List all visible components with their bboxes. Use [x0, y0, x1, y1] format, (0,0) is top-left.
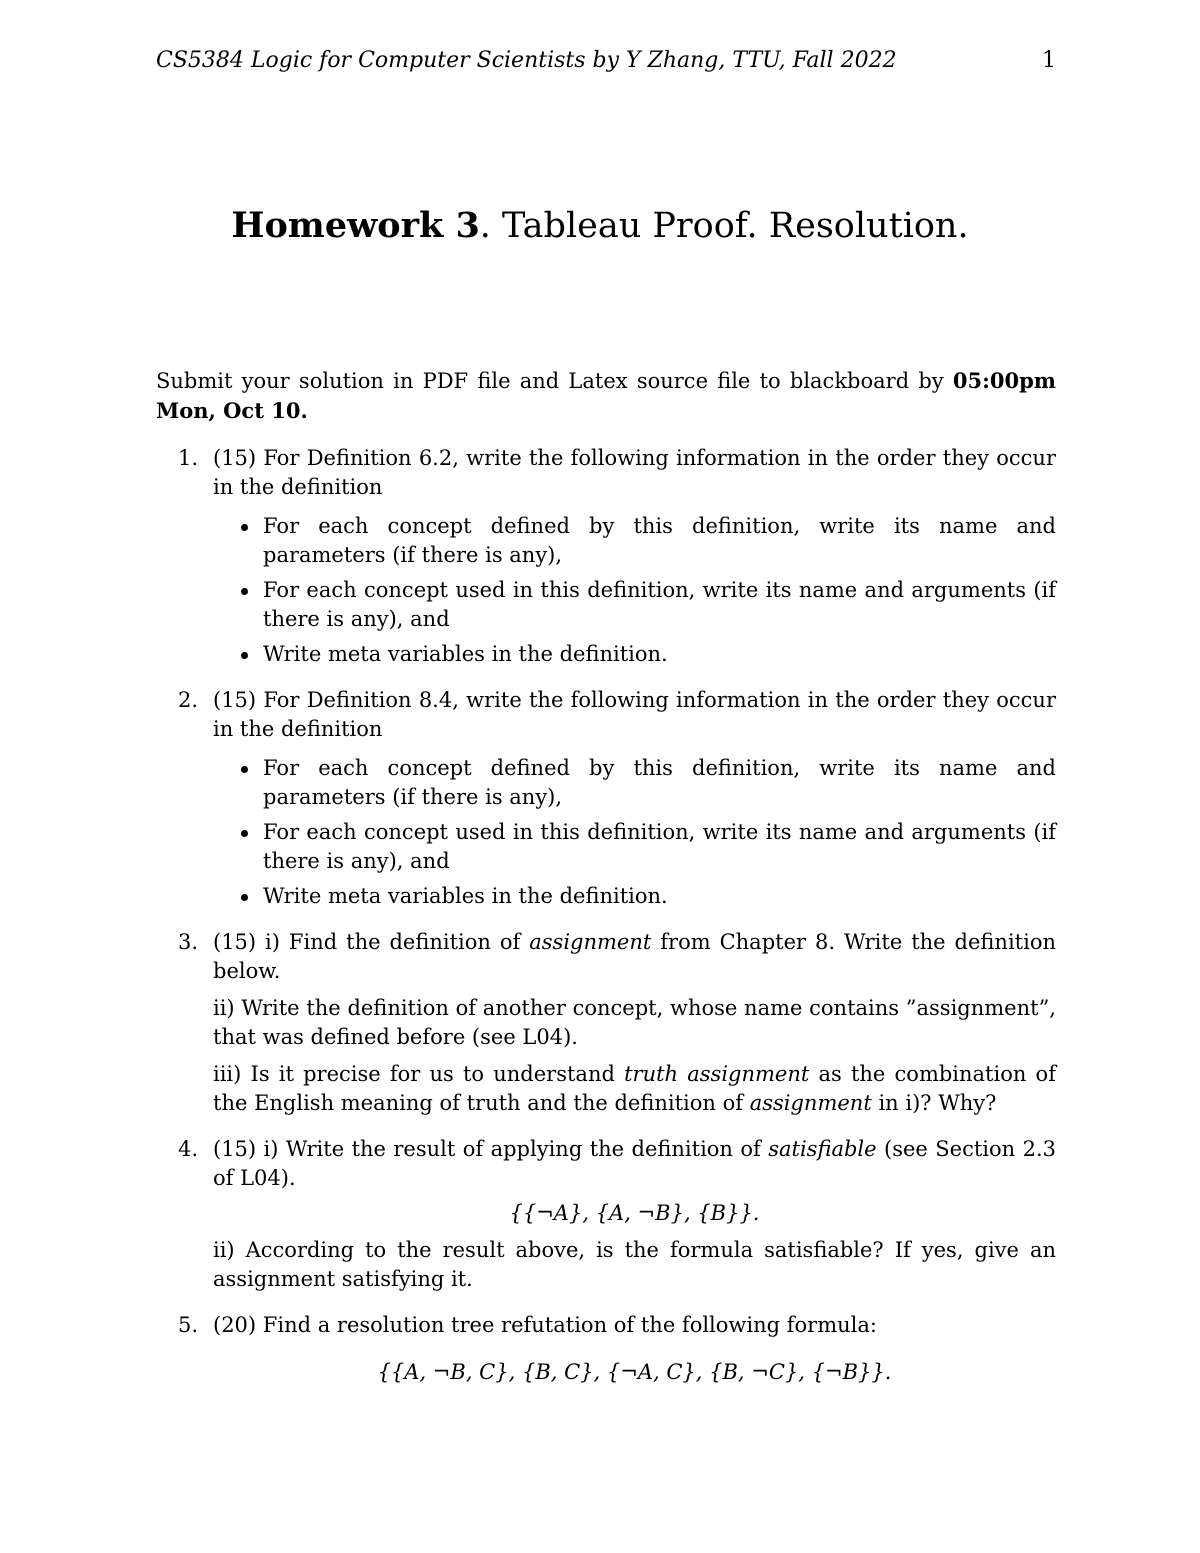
text-span: (15) i) Write the result of applying the definition of: [213, 1137, 769, 1161]
intro-text: Submit your solution in PDF file and Latex source file to blackboard by: [156, 369, 953, 393]
text-span: from Chapter 8. Write the definition below.: [213, 930, 1056, 983]
problem-number: 4.: [178, 1137, 199, 1161]
list-item: [213, 882, 1056, 911]
document-body: [156, 366, 1056, 1404]
submission-instructions: [156, 366, 1056, 426]
formula: {{A, ¬B, C}, {B, C}, {¬A, C}, {B, ¬C}, {¬B}}.: [377, 1360, 892, 1384]
page-title: [0, 203, 1200, 249]
emphasis-term: satisfiable: [768, 1137, 877, 1161]
problem-number: 5.: [178, 1313, 199, 1337]
list-item: [213, 818, 1056, 876]
emphasis-term: assignment: [749, 1091, 872, 1115]
list-item: [213, 576, 1056, 634]
problem-number: 3.: [178, 930, 199, 954]
bullet-icon: [241, 524, 248, 531]
text-span: (15) i) Find the definition of: [213, 930, 530, 954]
intro-end: .: [300, 398, 308, 423]
bullet-text: For each concept used in this definition, write its name and arguments (if there is any), and: [263, 578, 1056, 631]
problem-text: (20) Find a resolution tree refutation of the following formula:: [213, 1313, 877, 1337]
list-item: [213, 512, 1056, 570]
bullet-text: Write meta variables in the definition.: [263, 884, 668, 908]
list-item: [213, 754, 1056, 812]
problem-part-ii: ii) Write the definition of another concept, whose name contains ”assignment”, that was defined before (see L04).: [213, 996, 1056, 1049]
page-number: 1: [1042, 48, 1056, 73]
title-rest: . Tableau Proof. Resolution.: [479, 206, 969, 246]
bullet-text: For each concept used in this definition, write its name and arguments (if there is any), and: [263, 820, 1056, 873]
problem-text: (15) For Definition 6.2, write the following information in the order they occur in the definition: [213, 446, 1056, 499]
bullet-text: For each concept defined by this definition, write its name and parameters (if there is any),: [263, 756, 1056, 809]
problem-list: [156, 444, 1056, 1387]
course-header: CS5384 Logic for Computer Scientists by Y Zhang, TTU, Fall 2022: [156, 48, 897, 73]
problem-3: [156, 928, 1056, 1118]
problem-part-i: [213, 1135, 1056, 1193]
bullet-text: Write meta variables in the definition.: [263, 642, 668, 666]
page-header: [156, 44, 1056, 78]
bullet-icon: [241, 830, 248, 837]
bullet-list: [213, 512, 1056, 669]
emphasis-term: truth assignment: [624, 1062, 810, 1086]
title-bold: Homework 3: [231, 205, 480, 246]
problem-4: [156, 1135, 1056, 1294]
text-span: iii) Is it precise for us to understand: [213, 1062, 625, 1086]
problem-part-ii: ii) According to the result above, is the formula satisfiable? If yes, give an assignment satisfying it.: [213, 1238, 1056, 1291]
formula: {{¬A}, {A, ¬B}, {B}}.: [509, 1201, 760, 1225]
text-span: in i)? Why?: [871, 1091, 997, 1115]
problem-1: [156, 444, 1056, 669]
emphasis-term: assignment: [529, 930, 652, 954]
problem-2: [156, 686, 1056, 911]
problem-number: 1.: [178, 446, 199, 470]
bullet-list: [213, 754, 1056, 911]
bullet-icon: [241, 652, 248, 659]
problem-text: (15) For Definition 8.4, write the following information in the order they occur in the definition: [213, 688, 1056, 741]
problem-part-iii: [213, 1060, 1056, 1118]
problem-5: [156, 1311, 1056, 1387]
text-span: as the combination of the English meaning of truth and the definition of: [213, 1062, 1056, 1115]
bullet-icon: [241, 588, 248, 595]
problem-number: 2.: [178, 688, 199, 712]
bullet-text: For each concept defined by this definition, write its name and parameters (if there is any),: [263, 514, 1056, 567]
deadline: 05:00pm Mon, Oct 10: [156, 368, 1056, 423]
text-span: (see Section 2.3 of L04).: [213, 1137, 1056, 1190]
problem-part-i: [213, 928, 1056, 986]
bullet-icon: [241, 894, 248, 901]
bullet-icon: [241, 766, 248, 773]
list-item: [213, 640, 1056, 669]
